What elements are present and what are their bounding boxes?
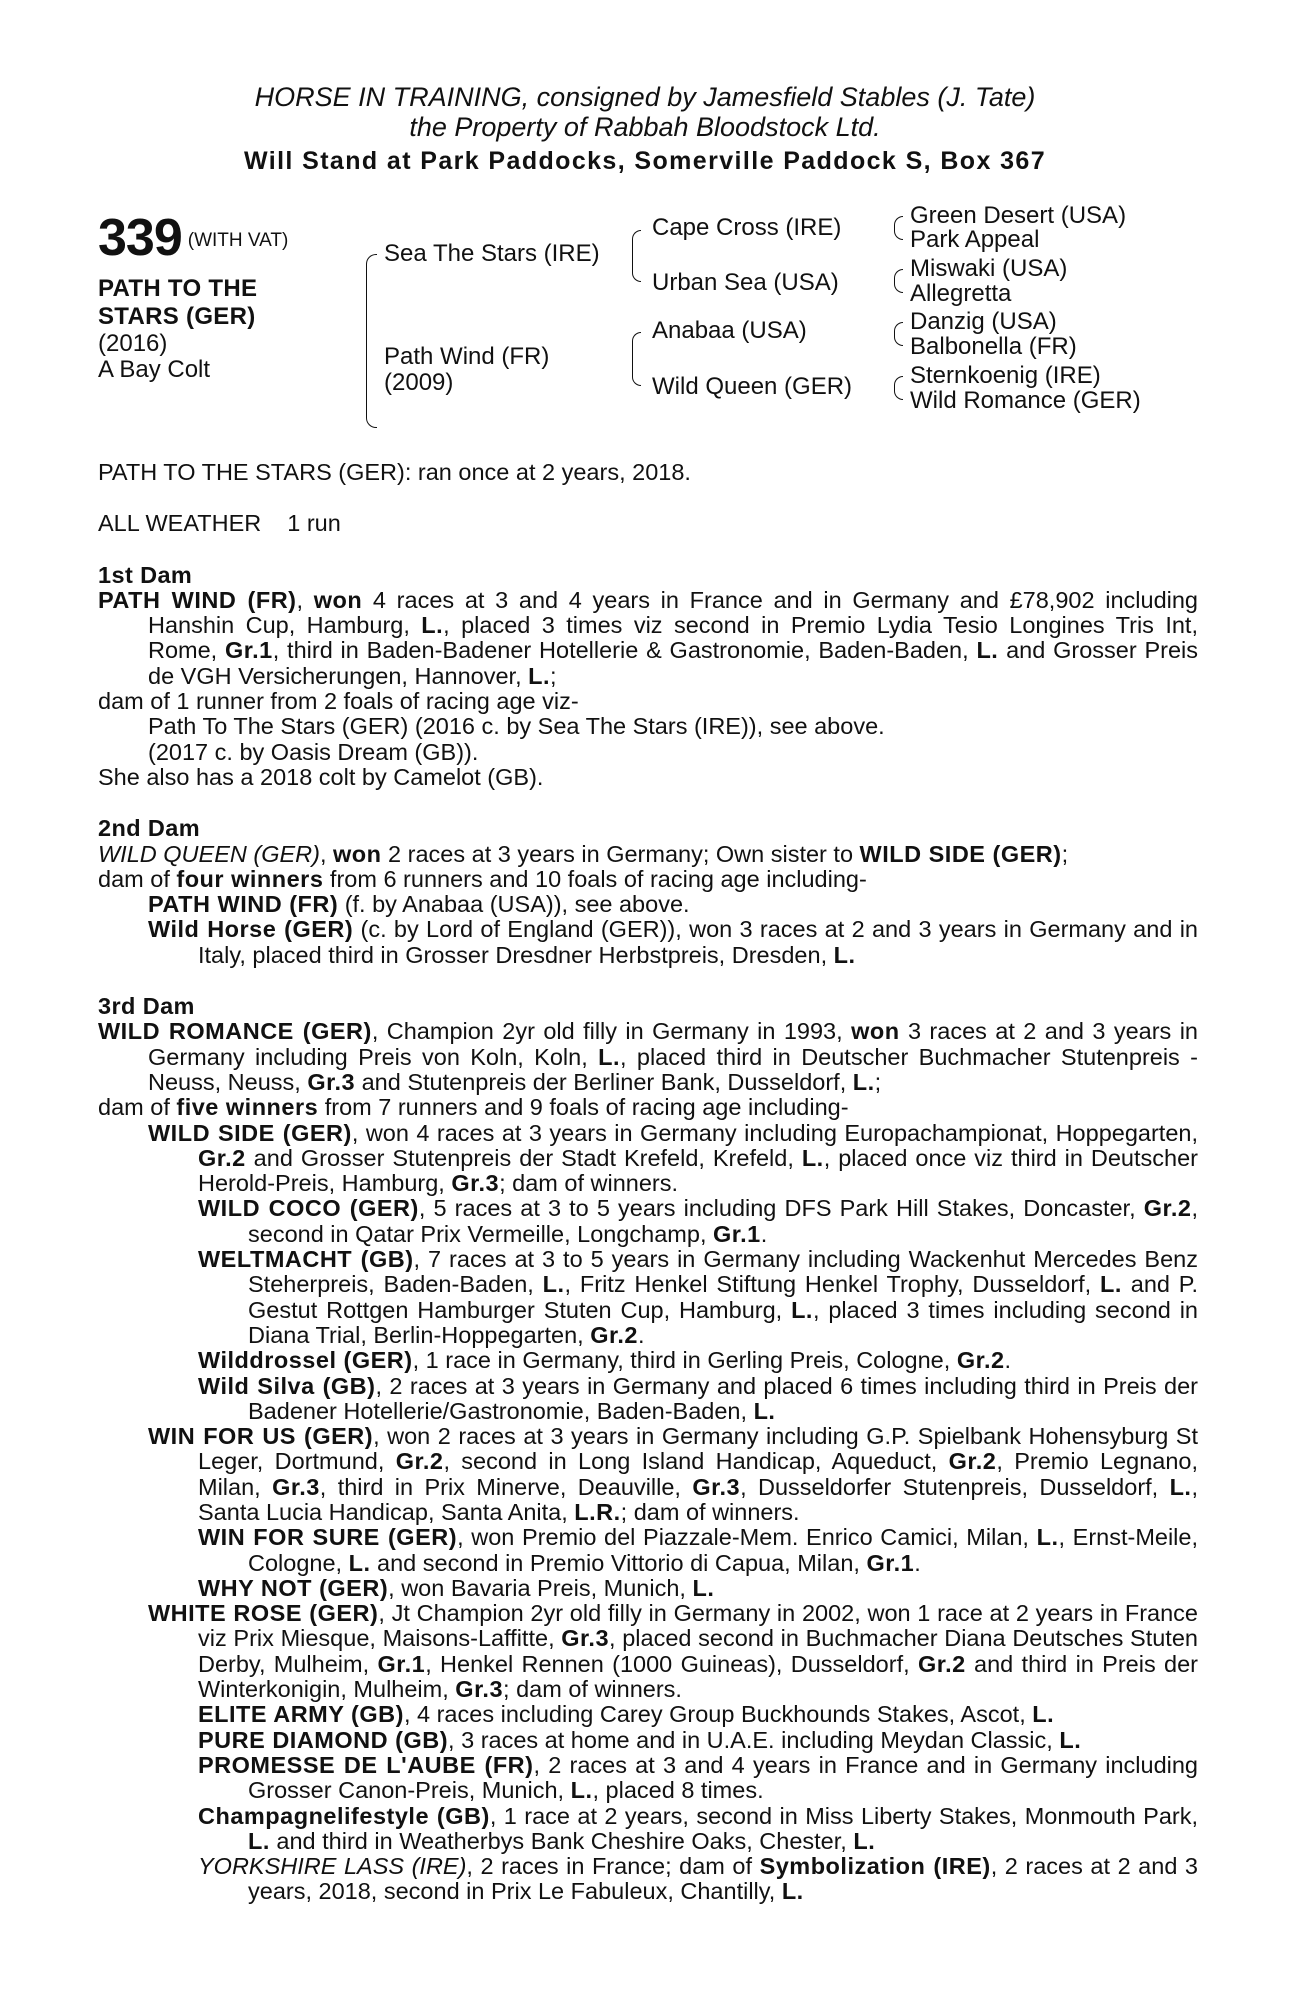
entry-bold-text: Gr.2 — [956, 1347, 1005, 1374]
entry-text: (c. by Lord of England (GER)), won 3 races at 2 and 3 years in Germany and in Italy, placed third in Grosser Dresdner Herbstpreis, Dresden, — [198, 916, 1198, 968]
horse-description: A Bay Colt — [98, 356, 211, 384]
dam-sire-sire: Danzig (USA) — [910, 308, 1057, 335]
entry-bold-text: won — [313, 586, 363, 613]
brace-gen3-1 — [894, 216, 903, 240]
entry-text: (2017 c. by Oasis Dream (GB)). — [148, 738, 479, 765]
entry-text: ; dam of winners. — [499, 1170, 679, 1197]
entry-text: , 2 races in France; dam of — [466, 1853, 760, 1880]
lot-info — [98, 209, 328, 384]
entry-text: , 7 races at 3 to 5 years in Germany including Wackenhut Mercedes Benz Steherpreis, Baden-Baden, — [248, 1246, 1198, 1298]
entry-text: and Grosser Preis de VGH Versicherungen, Hannover, — [148, 637, 1198, 689]
entry-text: , 2 races at 3 years in Germany and placed 6 times including third in Preis der Badener Hotellerie/Gastronomie, Baden-Baden, — [248, 1372, 1198, 1424]
entry-text: , 3 races at home and in U.A.E. including Meydan Classic, — [448, 1726, 1060, 1753]
entry-text: , Santa Lucia Handicap, Santa Anita, — [198, 1473, 1198, 1525]
dam-dam-dam: Wild Romance (GER) — [910, 387, 1141, 414]
pedigree-entry — [98, 1525, 1198, 1576]
entry-text: , second in Long Island Handicap, Aqueduct, — [443, 1448, 949, 1475]
entry-bold-text: PATH WIND (FR) — [148, 891, 339, 918]
entry-bold-text: L. — [781, 1878, 804, 1905]
entry-text: , won 2 races at 3 years in Germany including G.P. Spielbank Hohensyburg St Leger, Dortmund, — [198, 1423, 1199, 1475]
section-heading: 1st Dam — [98, 561, 193, 588]
entry-bold-text: five winners — [176, 1094, 319, 1121]
entry-bold-text: Gr.3 — [307, 1068, 356, 1095]
entry-bold-text: Gr.2 — [917, 1650, 966, 1677]
entry-bold-text: L. — [528, 662, 551, 689]
entry-bold-text: L. — [853, 1827, 876, 1854]
entry-text: ; dam of winners. — [503, 1676, 682, 1703]
section-spacer — [98, 537, 1198, 563]
pedigree-entry — [98, 1728, 1198, 1753]
entry-bold-text: ELITE ARMY (GB) — [198, 1701, 404, 1728]
entry-text: ; dam of winners. — [620, 1498, 800, 1525]
entry-bold-text: four winners — [176, 865, 324, 892]
pedigree-entry — [98, 1095, 1198, 1120]
entry-bold-text: PURE DIAMOND (GB) — [198, 1726, 449, 1753]
entry-text: and Stutenpreis der Berliner Bank, Dusseldorf, — [355, 1068, 853, 1095]
entry-bold-text: L. — [248, 1827, 270, 1854]
brace-gen1 — [366, 254, 377, 428]
entry-text: , Henkel Rennen (1000 Guineas), Dusseldorf, — [425, 1650, 918, 1677]
entry-bold-text: Wilddrossel (GER) — [198, 1347, 413, 1374]
location-line: Will Stand at Park Paddocks, Somerville Paddock S, Box 367 — [243, 147, 1047, 175]
entry-text: from 6 runners and 10 foals of racing age including- — [323, 865, 867, 892]
entry-bold-text: L. — [598, 1043, 620, 1070]
entry-text: She also has a 2018 colt by Camelot (GB). — [98, 763, 544, 790]
sire-sire-sire: Green Desert (USA) — [910, 202, 1127, 229]
entry-text: , placed 3 times viz second in Premio Lydia Tesio Longines Tris Int, Rome, — [148, 612, 1198, 664]
entry-text: , Fritz Henkel Stiftung Henkel Trophy, Dusseldorf, — [564, 1271, 1101, 1298]
entry-bold-text: L. — [1100, 1271, 1122, 1298]
entry-text: , Premio Legnano, Milan, — [198, 1448, 1198, 1500]
entry-bold-text: L. — [1032, 1701, 1055, 1728]
dam-sire: Anabaa (USA) — [652, 317, 807, 344]
sire-dam-dam: Allegretta — [910, 280, 1012, 307]
pedigree-entry — [98, 689, 1198, 714]
entry-bold-text: L. — [1036, 1524, 1059, 1551]
entry-text: . — [914, 1549, 921, 1576]
sire: Sea The Stars (IRE) — [384, 240, 600, 267]
entry-text: , 2 races at 3 and 4 years in France and in Germany including Grosser Canon-Preis, Munich, — [248, 1751, 1199, 1804]
entry-bold-text: L. — [570, 1777, 593, 1804]
catalogue-body — [98, 460, 1198, 1905]
entry-bold-text: Gr.2 — [948, 1448, 997, 1475]
pedigree-entry — [98, 842, 1198, 867]
entry-bold-text: WHITE ROSE (GER) — [148, 1600, 379, 1627]
dam-dam: Wild Queen (GER) — [652, 373, 853, 400]
entry-text: , won Bavaria Preis, Munich, — [388, 1574, 693, 1601]
entry-bold-text: WILD ROMANCE (GER) — [98, 1018, 372, 1045]
pedigree-entry — [98, 588, 1198, 689]
foaling-year: (2016) — [98, 330, 168, 358]
dam-sire-dam: Balbonella (FR) — [910, 333, 1077, 360]
entry-bold-text: WILD SIDE (GER) — [859, 840, 1062, 867]
brace-gen2-sire — [632, 230, 641, 282]
entry-bold-text: Gr.2 — [1143, 1195, 1192, 1222]
entry-text: , — [296, 586, 314, 613]
entry-text: and third in Preis der Winterkonigin, Mulheim, — [198, 1650, 1199, 1703]
pedigree-entry — [98, 1854, 1198, 1905]
entry-bold-text: WIN FOR SURE (GER) — [198, 1524, 458, 1551]
entry-text: , placed 8 times. — [592, 1777, 764, 1804]
runs-count: 1 run — [287, 510, 341, 537]
sire-dam-sire: Miswaki (USA) — [910, 255, 1068, 282]
entry-text: ; — [874, 1068, 882, 1095]
entry-text: . — [637, 1321, 645, 1348]
entry-text: , placed 3 times including second in Diana Trial, Berlin-Hoppegarten, — [248, 1296, 1198, 1348]
entry-text: , 4 races including Carey Group Buckhounds Stakes, Ascot, — [403, 1701, 1033, 1728]
race-record-summary: PATH TO THE STARS (GER): ran once at 2 years, 2018. — [98, 459, 691, 485]
entry-bold-text: Symbolization (IRE) — [759, 1853, 991, 1880]
entry-bold-text: L. — [542, 1271, 565, 1298]
pedigree-entry — [98, 1196, 1198, 1247]
section-heading: 3rd Dam — [98, 993, 195, 1020]
brace-gen3-4 — [894, 376, 903, 400]
entry-text: and third in Weatherbys Bank Cheshire Oaks, Chester, — [269, 1827, 854, 1854]
entry-bold-text: Gr.3 — [692, 1473, 741, 1500]
horse-name-line-2: STARS (GER) — [98, 303, 256, 331]
pedigree-entry — [98, 892, 1198, 917]
pedigree-entry — [98, 1121, 1198, 1197]
entry-bold-text: WILD SIDE (GER) — [148, 1119, 352, 1146]
entry-bold-text: WILD COCO (GER) — [198, 1195, 419, 1222]
entry-bold-text: L. — [852, 1068, 875, 1095]
consignment-header — [98, 82, 1192, 178]
entry-text: , Champion 2yr old filly in Germany in 1993, — [371, 1018, 852, 1045]
entry-bold-text: Gr.2 — [590, 1321, 638, 1348]
entry-text: Path To The Stars (GER) (2016 c. by Sea The Stars (IRE)), see above. — [148, 713, 885, 740]
entry-bold-text: Wild Silva (GB) — [198, 1372, 376, 1399]
entry-text: , — [319, 840, 334, 867]
entry-bold-text: L. — [801, 1144, 824, 1171]
section-heading: 2nd Dam — [98, 815, 201, 842]
lot-number: 339 — [98, 209, 182, 267]
pedigree-entry — [98, 765, 1198, 790]
entry-text: from 7 runners and 9 foals of racing age including- — [318, 1094, 849, 1121]
entry-text: 4 races at 3 and 4 years in France and in Germany and £78,902 including Hanshin Cup, Hamburg, — [148, 586, 1198, 639]
entry-text: , 2 races at 2 and 3 years, 2018, second in Prix Le Fabuleux, Chantilly, — [248, 1853, 1198, 1905]
owner-line: the Property of Rabbah Bloodstock Ltd. — [409, 112, 881, 142]
pedigree-entry — [98, 1702, 1198, 1727]
entry-italic-text: YORKSHIRE LASS (IRE) — [198, 1853, 467, 1880]
entry-text: , 5 races at 3 to 5 years including DFS Park Hill Stakes, Doncaster, — [418, 1195, 1144, 1222]
entry-bold-text: won — [851, 1018, 900, 1045]
vat-note: (WITH VAT) — [187, 230, 289, 252]
entry-bold-text: WELTMACHT (GB) — [198, 1246, 414, 1273]
pedigree-entry — [98, 867, 1198, 892]
dam-dam-sire: Sternkoenig (IRE) — [910, 362, 1101, 389]
sire-dam: Urban Sea (USA) — [652, 269, 839, 296]
entry-bold-text: PROMESSE DE L'AUBE (FR) — [198, 1751, 534, 1778]
entry-text: , third in Baden-Badener Hotellerie & Gastronomie, Baden-Baden, — [272, 637, 977, 664]
entry-text: dam of 1 runner from 2 foals of racing age viz- — [98, 688, 579, 715]
pedigree-entry — [98, 1753, 1198, 1804]
entry-bold-text: Gr.3 — [451, 1170, 500, 1197]
brace-gen3-3 — [894, 322, 903, 346]
brace-gen2-dam — [632, 332, 641, 386]
entry-text: , 1 race at 2 years, second in Miss Liberty Stakes, Monmouth Park, — [489, 1802, 1198, 1829]
entry-bold-text: L. — [1059, 1726, 1082, 1753]
entry-bold-text: Gr.2 — [395, 1448, 444, 1475]
sire-sire-dam: Park Appeal — [910, 226, 1040, 253]
horse-name — [98, 275, 328, 331]
pedigree-entry — [98, 740, 1198, 765]
entry-bold-text: Gr.1 — [377, 1650, 426, 1677]
dam-sections — [98, 537, 1198, 1905]
spacer — [98, 485, 1198, 511]
entry-bold-text: PATH WIND (FR) — [98, 586, 297, 613]
section-spacer — [98, 968, 1198, 994]
entry-bold-text: Gr.3 — [561, 1625, 610, 1652]
entry-bold-text: Wild Horse (GER) — [148, 916, 354, 943]
entry-text: 2 races at 3 years in Germany; Own sister to — [381, 840, 860, 867]
pedigree-entry — [98, 1424, 1198, 1525]
surface-label: ALL WEATHER — [98, 510, 262, 537]
entry-text: , 1 race in Germany, third in Gerling Preis, Cologne, — [412, 1347, 957, 1374]
catalogue-page — [98, 82, 1198, 1905]
consignor-line: HORSE IN TRAINING, consigned by Jamesfield Stables (J. Tate) — [254, 82, 1036, 112]
entry-bold-text: Gr.1 — [866, 1549, 915, 1576]
entry-bold-text: WIN FOR US (GER) — [148, 1423, 374, 1450]
dam: Path Wind (FR) — [384, 343, 550, 370]
entry-bold-text: Champagnelifestyle (GB) — [198, 1802, 490, 1829]
entry-text: dam of — [98, 1094, 177, 1121]
pedigree-entry — [98, 917, 1198, 968]
entry-text: and Grosser Stutenpreis der Stadt Krefeld, Krefeld, — [245, 1144, 802, 1171]
section-spacer — [98, 790, 1198, 816]
entry-bold-text: L. — [976, 637, 999, 664]
entry-text: , Ernst-Meile, Cologne, — [248, 1524, 1199, 1576]
entry-bold-text: L. — [833, 941, 856, 968]
entry-bold-text: L. — [421, 612, 444, 639]
entry-bold-text: Gr.3 — [272, 1473, 320, 1500]
pedigree-entry — [98, 1019, 1198, 1095]
sire-sire: Cape Cross (IRE) — [652, 214, 842, 241]
entry-text: (f. by Anabaa (USA)), see above. — [338, 891, 690, 918]
race-record-table — [98, 511, 1198, 536]
pedigree-block — [98, 202, 1198, 452]
pedigree-entry — [98, 1601, 1198, 1702]
entry-text: , Dusseldorfer Stutenpreis, Dusseldorf, — [740, 1473, 1170, 1500]
entry-bold-text: L. — [753, 1397, 776, 1424]
entry-text: . — [760, 1220, 768, 1247]
lot-number-row — [98, 209, 328, 267]
entry-text: , second in Qatar Prix Vermeille, Longchamp, — [248, 1195, 1198, 1247]
entry-text: dam of — [98, 865, 177, 892]
entry-text: 3 races at 2 and 3 years in Germany including Preis von Koln, Koln, — [148, 1018, 1198, 1070]
entry-text: , won Premio del Piazzale-Mem. Enrico Camici, Milan, — [457, 1524, 1037, 1551]
pedigree-entry — [98, 714, 1198, 739]
entry-text: and second in Premio Vittorio di Capua, Milan, — [370, 1549, 867, 1576]
pedigree-entry — [98, 1348, 1198, 1373]
dam-year: (2009) — [384, 369, 454, 396]
horse-name-line-1: PATH TO THE — [98, 275, 258, 303]
entry-bold-text: L. — [348, 1549, 371, 1576]
entry-bold-text: WHY NOT (GER) — [198, 1574, 389, 1601]
entry-text: . — [1004, 1347, 1012, 1374]
entry-text: , third in Prix Minerve, Deauville, — [319, 1473, 693, 1500]
entry-text: , Jt Champion 2yr old filly in Germany in 2002, won 1 race at 2 years in France viz Prix Miesque, Maisons-Laffitte, — [198, 1600, 1198, 1652]
entry-text: , placed once viz third in Deutscher Herold-Preis, Hamburg, — [198, 1144, 1198, 1197]
entry-text: , placed third in Deutscher Buchmacher Stutenpreis - Neuss, Neuss, — [148, 1043, 1198, 1095]
entry-italic-text: WILD QUEEN (GER) — [98, 840, 320, 867]
entry-bold-text: Gr.2 — [198, 1144, 246, 1171]
entry-text: , placed second in Buchmacher Diana Deutsches Stuten Derby, Mulheim, — [198, 1625, 1198, 1677]
entry-bold-text: Gr.3 — [455, 1676, 504, 1703]
pedigree-entry — [98, 1247, 1198, 1348]
pedigree-entry — [98, 1804, 1198, 1855]
entry-bold-text: L. — [692, 1574, 715, 1601]
pedigree-entry — [98, 1374, 1198, 1425]
entry-text: ; — [550, 662, 557, 689]
entry-bold-text: L. — [1169, 1473, 1192, 1500]
entry-text: , won 4 races at 3 years in Germany including Europachampionat, Hoppegarten, — [351, 1119, 1198, 1146]
entry-bold-text: Gr.1 — [713, 1220, 761, 1247]
entry-text: ; — [1061, 840, 1069, 867]
brace-gen3-2 — [894, 269, 903, 293]
entry-bold-text: L.R. — [574, 1498, 621, 1525]
pedigree-entry — [98, 1576, 1198, 1601]
entry-text: and P. Gestut Rottgen Hamburger Stuten Cup, Hamburg, — [248, 1271, 1198, 1323]
entry-bold-text: won — [333, 840, 382, 867]
entry-bold-text: Gr.1 — [225, 637, 273, 664]
entry-bold-text: L. — [791, 1296, 813, 1323]
